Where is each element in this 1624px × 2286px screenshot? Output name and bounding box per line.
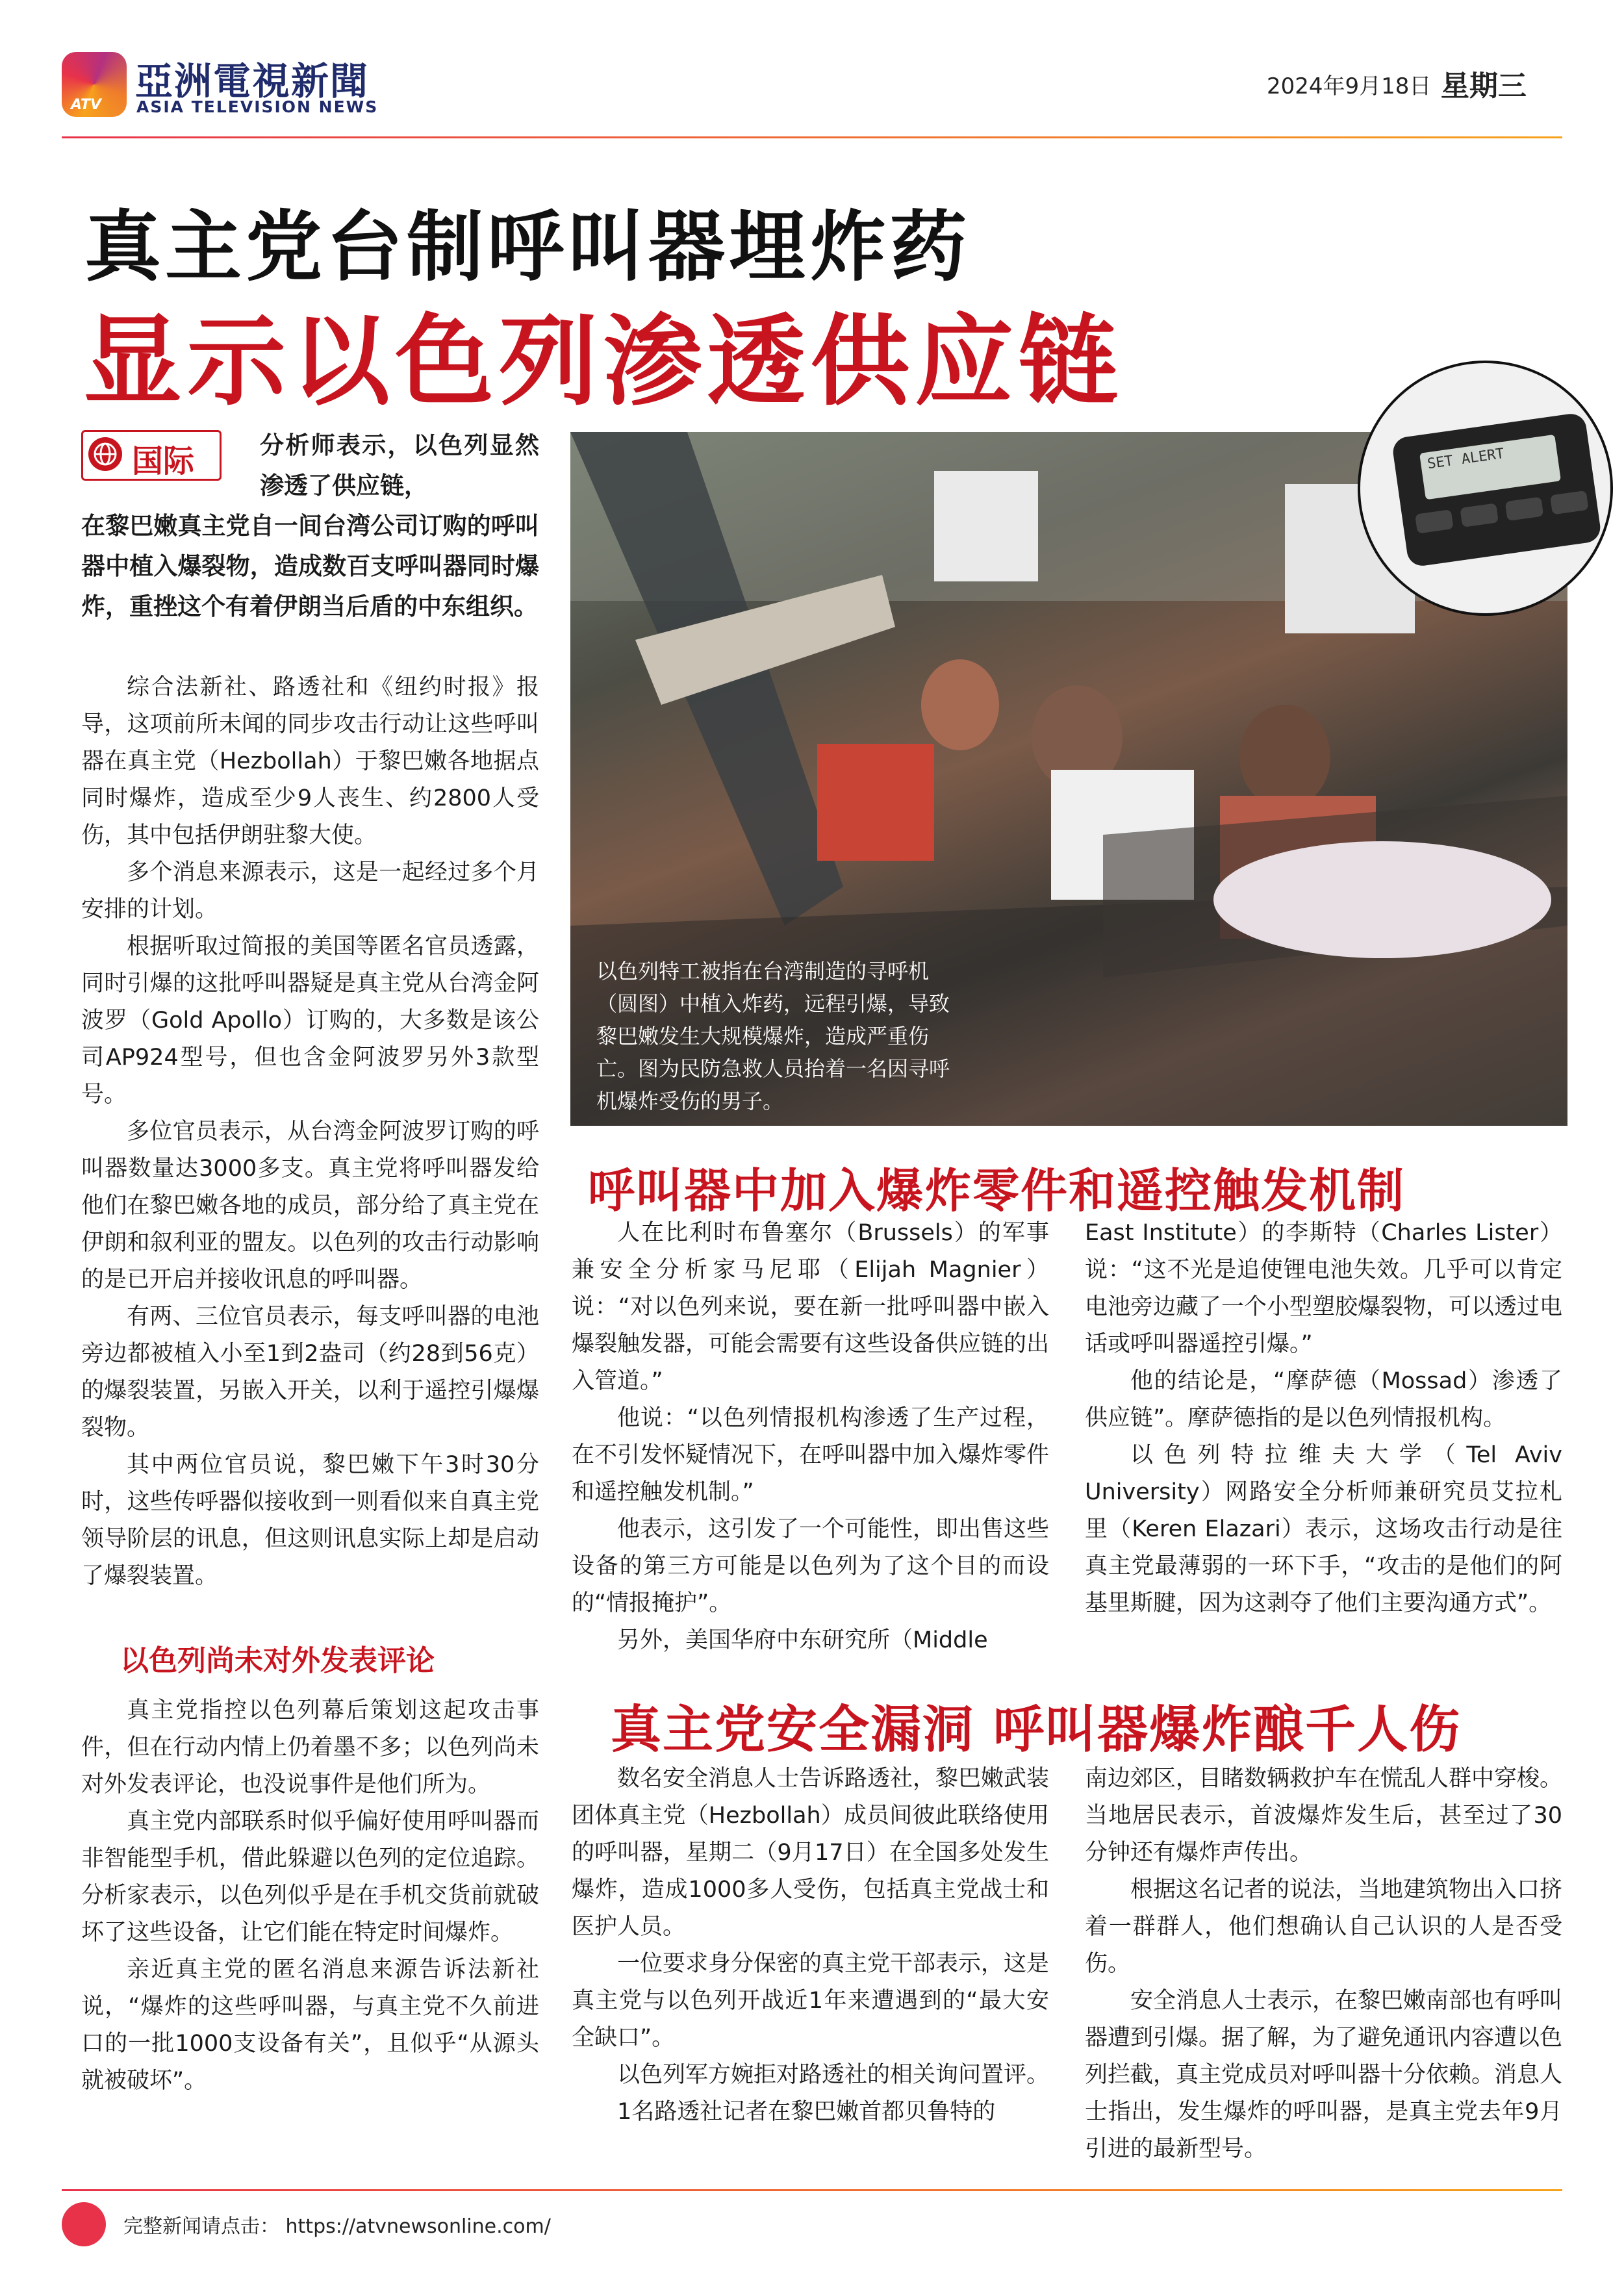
paragraph: 他的结论是，“摩萨德（Mossad）渗透了供应链”。摩萨德指的是以色列情报机构。 <box>1085 1368 1562 1431</box>
section-tag-label: 国际 <box>132 443 195 479</box>
pager-screen-text: SET ALERT <box>1419 435 1561 500</box>
paragraph: 综合法新社、路透社和《纽约时报》报导，这项前所未闻的同步攻击行动让这些呼叫器在真主党（Hezbollah）于黎巴嫩各地据点同时爆炸，造成至少9人丧生、约2800人受伤，其中包括伊朗驻黎大使。 <box>81 674 539 848</box>
paragraph: 安全消息人士表示，在黎巴嫩南部也有呼叫器遭到引爆。据了解，为了避免通讯内容遭以色列拦截，真主党成员对呼叫器十分依赖。消息人士指出，发生爆炸的呼叫器，是真主党去年9月引进的最新型号。 <box>1085 1988 1563 2162</box>
column-a-continued <box>81 1692 539 2100</box>
section3-heading: 真主党安全漏洞 呼叫器爆炸酿千人伤 <box>611 1701 1462 1759</box>
pager-button <box>1550 490 1589 515</box>
headline-line2: 显示以色列渗透供应链 <box>83 304 1123 419</box>
column-a <box>81 669 539 1595</box>
pager-button <box>1460 503 1499 527</box>
footer-logo-icon <box>62 2202 106 2246</box>
section-tag <box>81 430 222 481</box>
paragraph: 多个消息来源表示，这是一起经过多个月安排的计划。 <box>81 859 539 922</box>
paragraph: 一位要求身分保密的真主党干部表示，这是真主党与以色列开战近1年来遭遇到的“最大安全缺口”。 <box>572 1951 1050 2051</box>
footer-link[interactable]: 完整新闻请点击： https://atvnewsonline.com/ <box>123 2215 551 2238</box>
lead-part1: 分析师表示，以色列显然渗透了供应链， <box>260 431 539 500</box>
paragraph: 多位官员表示，从台湾金阿波罗订购的呼叫器数量达3000多支。真主党将呼叫器发给他们在黎巴嫩各地的成员，部分给了真主党在伊朗和叙利亚的盟友。以色列的攻击行动影响的是已开启并接收讯息的呼叫器。 <box>81 1119 539 1293</box>
paragraph: 1名路透社记者在黎巴嫩首都贝鲁特的 <box>617 2099 996 2125</box>
pager-device <box>1391 412 1603 568</box>
top-divider <box>62 136 1562 138</box>
lead-part2: 在黎巴嫩真主党自一间台湾公司订购的呼叫器中植入爆裂物，造成数百支呼叫器同时爆炸，重挫这个有着伊朗当后盾的中东组织。 <box>81 512 539 620</box>
issue-weekday: 星期三 <box>1441 70 1527 103</box>
paragraph: 他说：“以色列情报机构渗透了生产过程，在不引发怀疑情况下，在呼叫器中加入爆炸零件和遥控触发机制。” <box>572 1405 1050 1505</box>
section2-heading: 呼叫器中加入爆炸零件和遥控触发机制 <box>588 1163 1406 1218</box>
column-b <box>572 1215 1049 1659</box>
issue-date: 2024年9月18日 <box>1267 73 1432 99</box>
paragraph: 有两、三位官员表示，每支呼叫器的电池旁边都被植入小至1到2盎司（约28到56克）的爆裂装置，另嵌入开关，以利于遥控引爆爆裂物。 <box>81 1304 539 1441</box>
paragraph: 根据听取过简报的美国等匿名官员透露，同时引爆的这批呼叫器疑是真主党从台湾金阿波罗（Gold Apollo）订购的，大多数是该公司AP924型号，但也含金阿波罗另外3款型号。 <box>81 933 539 1108</box>
paragraph: 真主党指控以色列幕后策划这起攻击事件，但在行动内情上仍着墨不多；以色列尚未对外发表评论，也没说事件是他们所为。 <box>81 1697 539 1797</box>
paragraph: 人在比利时布鲁塞尔（Brussels）的军事兼安全分析家马尼耶（Elijah Magnier）说：“对以色列来说，要在新一批呼叫器中嵌入爆裂触发器，可能会需要有这些设备供应链的出入管道。” <box>572 1220 1050 1394</box>
logo-chinese-name: 亞洲電視新聞 <box>135 59 370 103</box>
bottom-divider <box>62 2189 1562 2191</box>
subheading-israel-no-comment: 以色列尚未对外发表评论 <box>120 1644 435 1677</box>
column-c <box>1085 1215 1562 1622</box>
paragraph: 以色列特拉维夫大学（Tel Aviv University）网路安全分析师兼研究员艾拉札里（Keren Elazari）表示，这场攻击行动是往真主党最薄弱的一环下手，“攻击的是他们的阿基里斯腱，因为这剥夺了他们主要沟通方式”。 <box>1085 1442 1562 1616</box>
paragraph: 真主党内部联系时似乎偏好使用呼叫器而非智能型手机，借此躲避以色列的定位追踪。分析家表示，以色列似乎是在手机交货前就破坏了这些设备，让它们能在特定时间爆炸。 <box>81 1809 539 1946</box>
headline-line1: 真主党台制呼叫器埋炸药 <box>84 202 971 292</box>
paragraph: 其中两位官员说，黎巴嫩下午3时30分时，这些传呼器似接收到一则看似来自真主党领导阶层的讯息，但这则讯息实际上却是启动了爆裂装置。 <box>81 1452 539 1589</box>
paragraph: 南边郊区，目睹数辆救护车在慌乱人群中穿梭。当地居民表示，首波爆炸发生后，甚至过了30分钟还有爆炸声传出。 <box>1085 1766 1563 1866</box>
paragraph: East Institute）的李斯特（Charles Lister）说：“这不光是追使锂电池失效。几乎可以肯定电池旁边藏了一个小型塑胶爆裂物，可以透过电话或呼叫器遥控引爆。” <box>1085 1220 1563 1357</box>
paragraph: 另外，美国华府中东研究所（Middle <box>617 1627 988 1653</box>
atv-logo-icon <box>62 52 127 117</box>
photo-caption: 以色列特工被指在台湾制造的寻呼机（圆图）中植入炸药，远程引爆，导致黎巴嫩发生大规模爆炸，造成严重伤亡。图为民防急救人员抬着一名因寻呼机爆炸受伤的男子。 <box>596 959 950 1113</box>
column-d <box>572 1760 1049 2131</box>
paragraph: 亲近真主党的匿名消息来源告诉法新社说，“爆炸的这些呼叫器，与真主党不久前进口的一批1000支设备有关”，且似乎“从源头就被破坏”。 <box>81 1957 539 2094</box>
globe-icon <box>88 437 122 471</box>
pager-inset-photo <box>1358 361 1613 616</box>
paragraph: 根据这名记者的说法，当地建筑物出入口挤着一群群人，他们想确认自己认识的人是否受伤。 <box>1085 1877 1563 1977</box>
column-e <box>1085 1760 1562 2168</box>
pager-button <box>1415 509 1454 534</box>
paragraph: 数名安全消息人士告诉路透社，黎巴嫩武装团体真主党（Hezbollah）成员间彼此联络使用的呼叫器，星期二（9月17日）在全国多处发生爆炸，造成1000多人受伤，包括真主党战士和医护人员。 <box>572 1766 1050 1940</box>
paragraph: 以色列军方婉拒对路透社的相关询问置评。 <box>617 2062 1050 2088</box>
logo-mark-text: ATV <box>71 97 101 113</box>
paragraph: 他表示，这引发了一个可能性，即出售这些设备的第三方可能是以色列为了这个目的而设的“情报掩护”。 <box>572 1516 1050 1616</box>
logo-english-name: ASIA TELEVISION NEWS <box>136 97 379 116</box>
pager-button <box>1505 497 1544 522</box>
